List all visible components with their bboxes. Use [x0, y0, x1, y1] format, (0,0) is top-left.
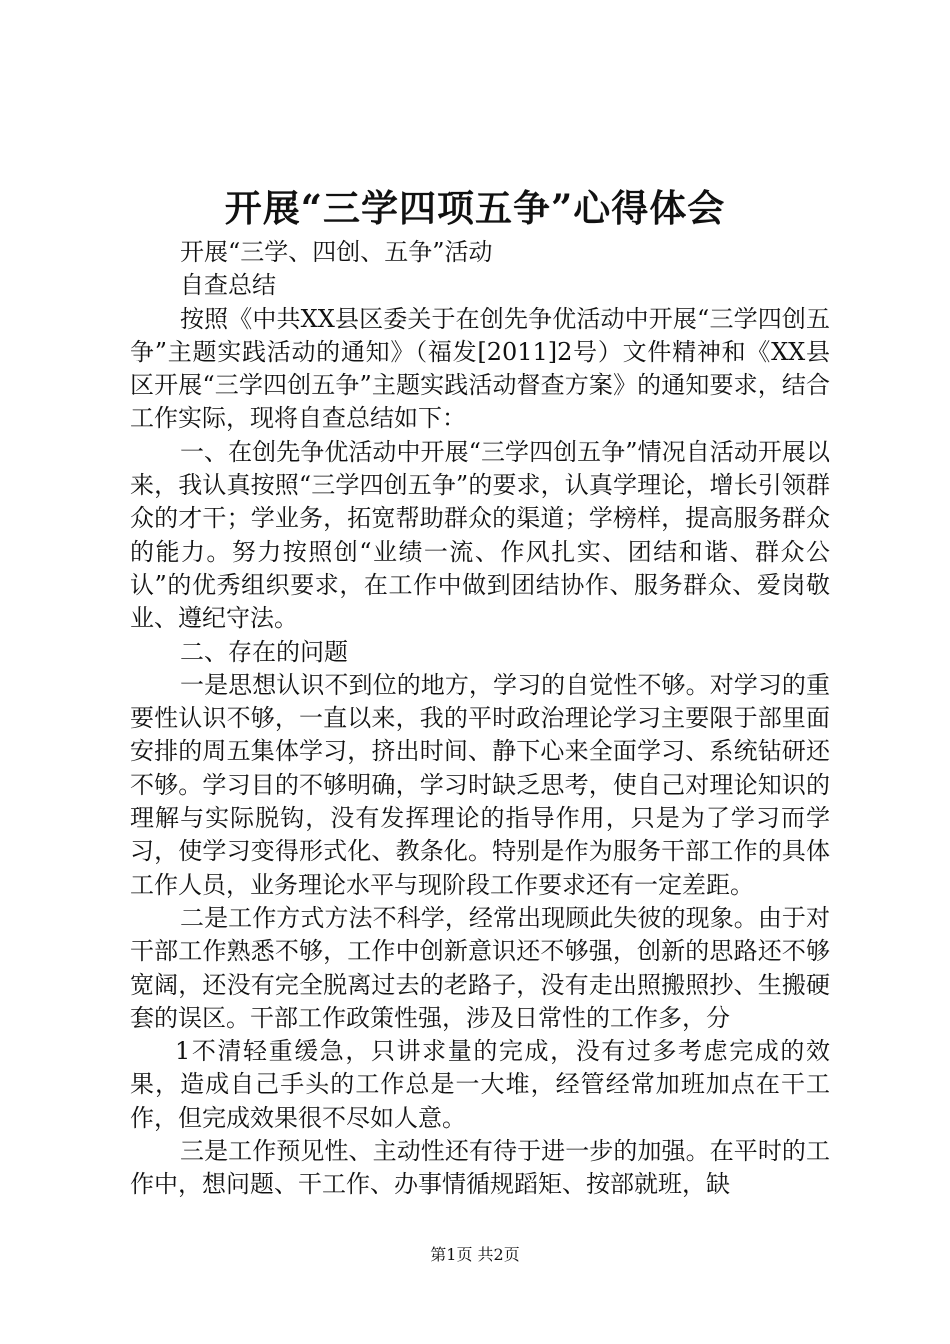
- page-footer: 第1页 共2页: [430, 1245, 520, 1264]
- paragraph-issue-2-continued: 1不清轻重缓急，只讲求量的完成，没有过多考虑完成的效果，造成自己手头的工作总是一大堆，经管经常加班加点在干工作，但完成效果很不尽如人意。: [130, 1037, 830, 1132]
- document-title: 开展“三学四项五争”心得体会: [224, 186, 726, 230]
- paragraph-issue-1: 一是思想认识不到位的地方，学习的自觉性不够。对学习的重要性认识不够，一直以来，我的平时政治理论学习主要限于部里面安排的周五集体学习，挤出时间、静下心来全面学习、系统钻研还不够。学习目的不够明确，学习时缺乏思考，使自己对理论知识的理解与实际脱钩，没有发挥理论的指导作用，只是为了学习而学习，使学习变得形式化、教条化。特别是作为服务干部工作的具体工作人员，业务理论水平与现阶段工作要求还有一定差距。: [130, 670, 830, 899]
- paragraph-section-2-heading: 二、存在的问题: [180, 637, 348, 666]
- paragraph-intro: 按照《中共XX县区委关于在创先争优活动中开展“三学四创五争”主题实践活动的通知》（福发[2011]2号）文件精神和《XX县区开展“三学四创五争”主题实践活动督查方案》的通知要求，结合工作实际，现将自查总结如下：: [130, 304, 830, 433]
- paragraph-issue-2: 二是工作方式方法不科学，经常出现顾此失彼的现象。由于对干部工作熟悉不够，工作中创新意识还不够强，创新的思路还不够宽阔，还没有完全脱离过去的老路子，没有走出照搬照抄、生搬硬套的误区。干部工作政策性强，涉及日常性的工作多，分: [130, 903, 830, 1032]
- document-body: [130, 236, 830, 1202]
- paragraph-subtitle: 开展“三学、四创、五争”活动: [180, 238, 493, 266]
- paragraph-section-1: 一、在创先争优活动中开展“三学四创五争”情况自活动开展以来，我认真按照“三学四创五争”的要求，认真学理论，增长引领群众的才干；学业务，拓宽帮助群众的渠道；学榜样，提高服务群众的能力。努力按照创“业绩一流、作风扎实、团结和谐、群众公认”的优秀组织要求，在工作中做到团结协作、服务群众、爱岗敬业、遵纪守法。: [130, 437, 830, 633]
- paragraph-subtitle-2: 自查总结: [180, 271, 276, 300]
- paragraph-issue-3: 三是工作预见性、主动性还有待于进一步的加强。在平时的工作中，想问题、干工作、办事情循规蹈矩、按部就班，缺: [130, 1137, 830, 1199]
